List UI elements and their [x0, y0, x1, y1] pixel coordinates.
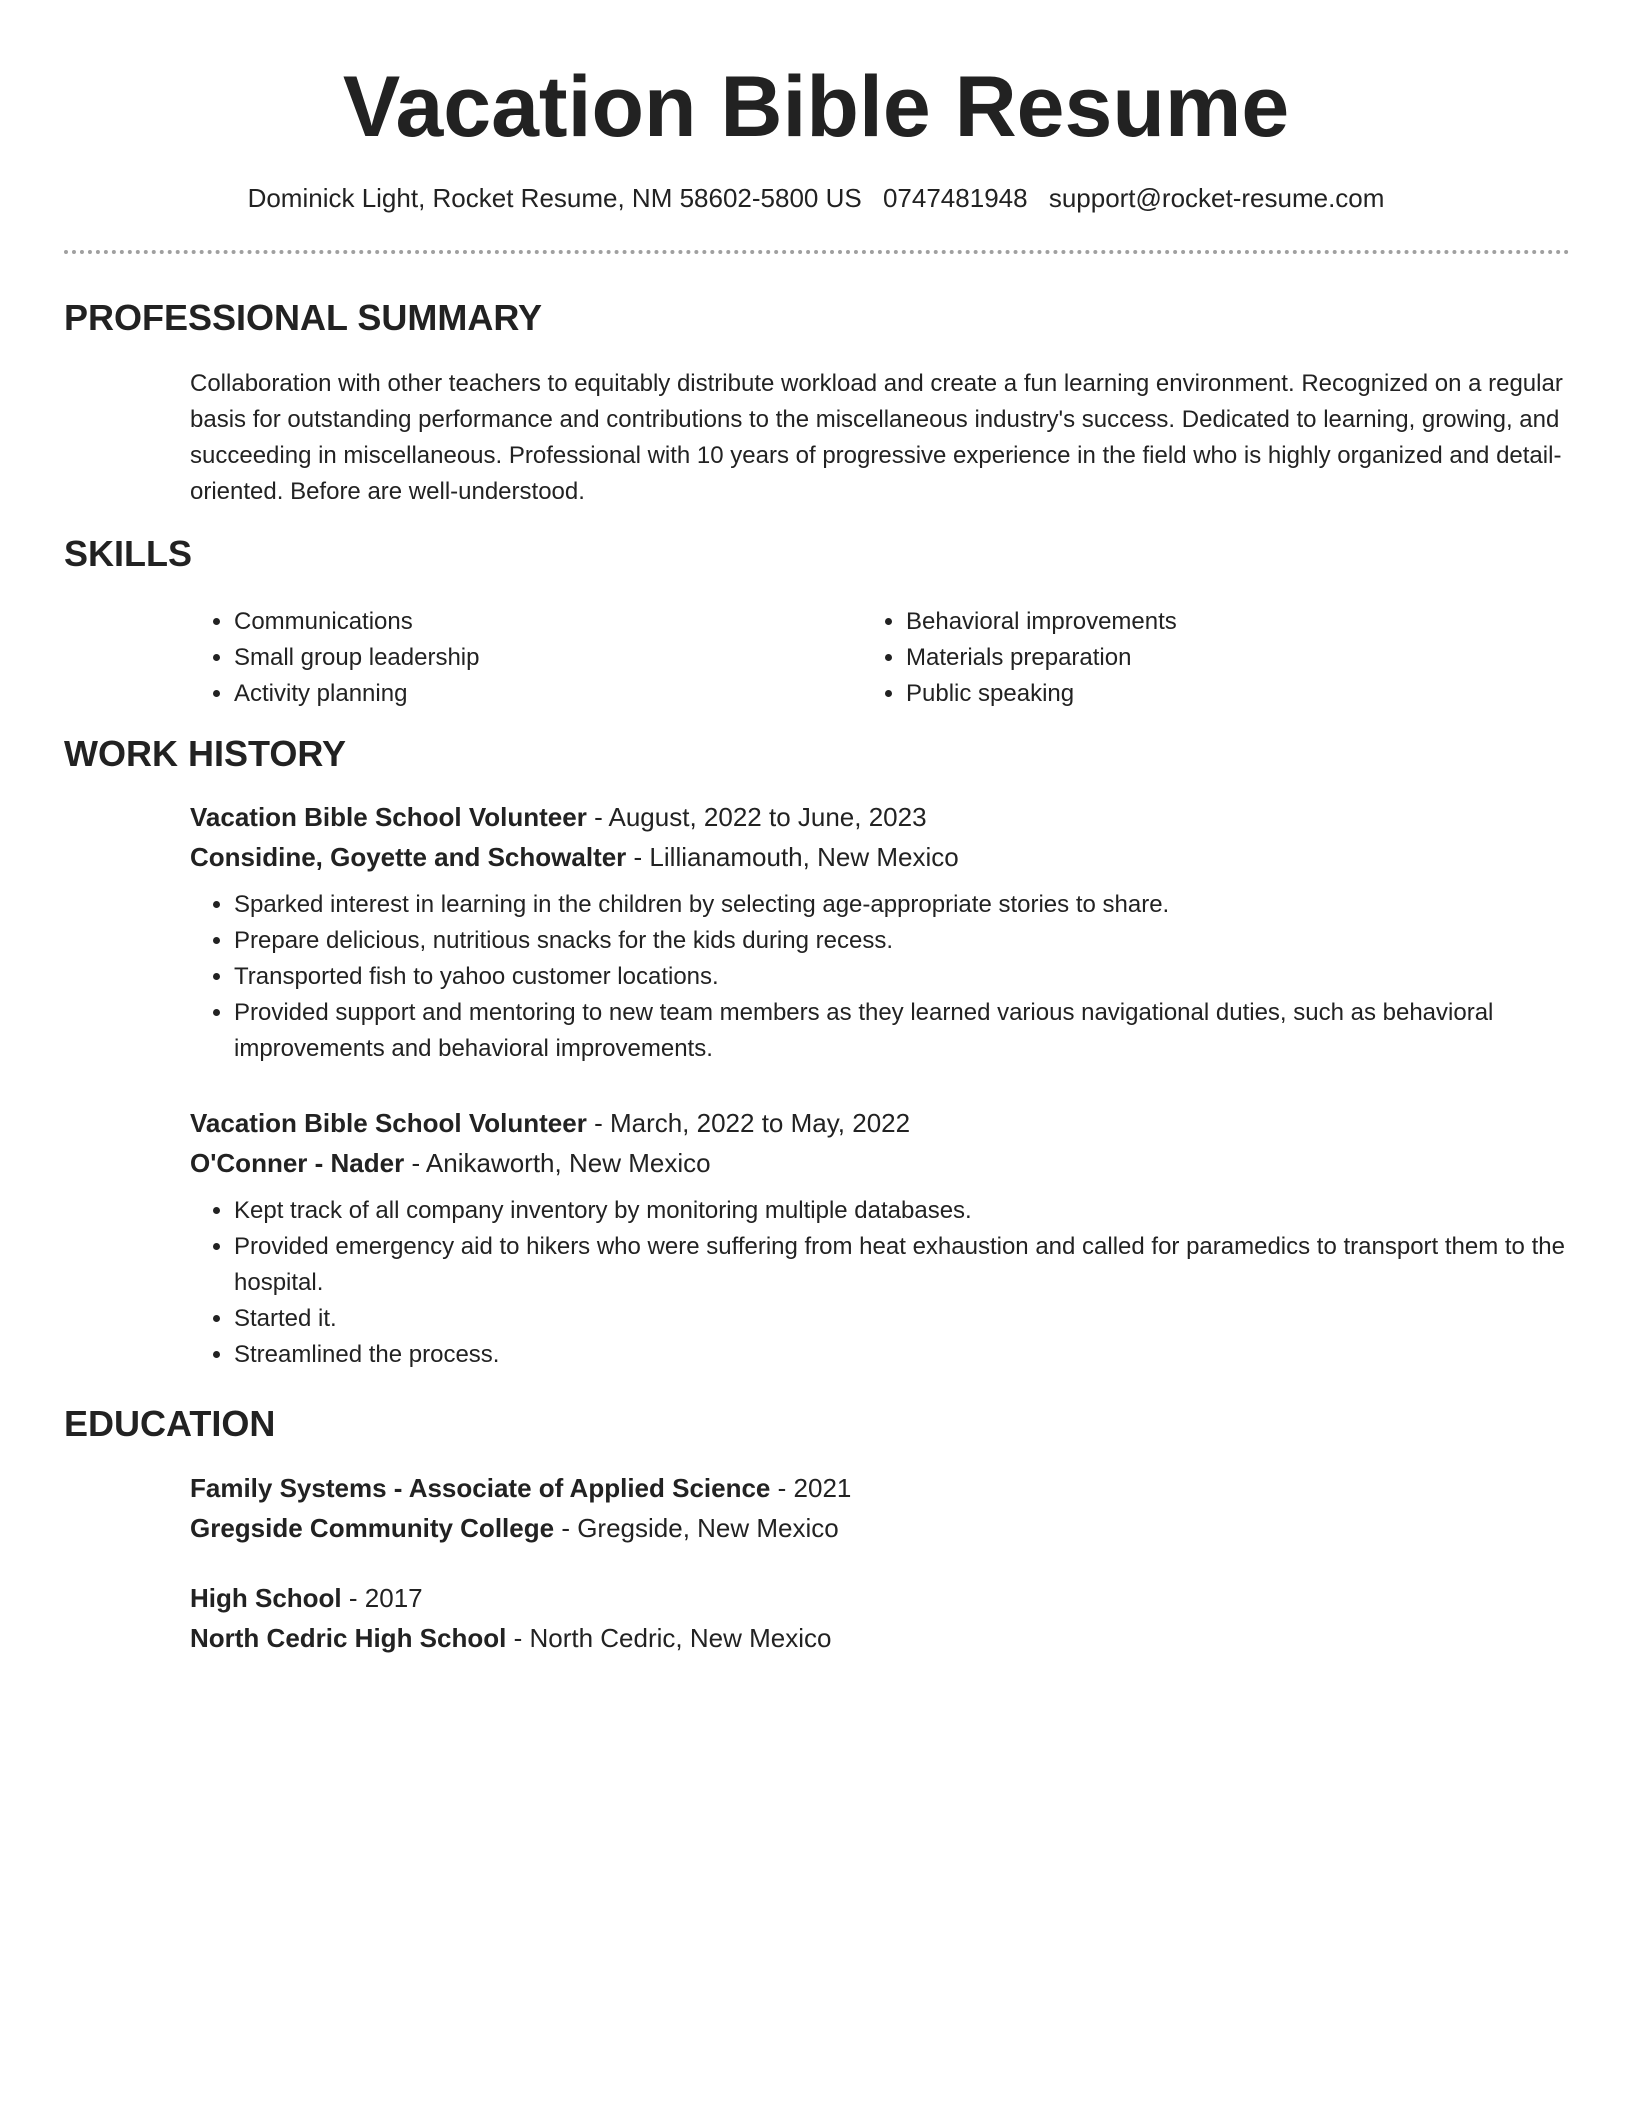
job-entry [190, 1103, 1570, 1373]
school-name: Gregside Community College [190, 1513, 555, 1543]
job-title-line [190, 797, 1570, 837]
contact-address: Dominick Light, Rocket Resume, NM 58602-5800 US [247, 183, 862, 213]
skills-list-left [190, 604, 479, 712]
summary-text: Collaboration with other teachers to equitably distribute workload and create a fun learning environment. Recognized on a regular basis for outstanding performance and contributions to the miscellaneous industry's success. Dedicated to learning, growing, and succeeding in miscellaneous. Professional with 10 years of progressive experience in the field who is highly organized and detail-oriented. Before are well-understood. [190, 370, 1563, 505]
school-location: - Gregside, New Mexico [561, 1513, 839, 1543]
degree-name: Family Systems - Associate of Applied Science [190, 1473, 771, 1503]
duty-item: • Prepare delicious, nutritious snacks for the kids during recess. [234, 923, 1570, 959]
contact-phone: 0747481948 [882, 183, 1028, 213]
skill-item: • Small group leadership [234, 640, 479, 676]
job-company: Considine, Goyette and Schowalter [190, 842, 627, 872]
duty-item: • Provided emergency aid to hikers who were suffering from heat exhaustion and called for paramedics to transport them to the hospital. [234, 1229, 1570, 1301]
contact-email: support@rocket-resume.com [1048, 183, 1385, 213]
duty-item: • Kept track of all company inventory by monitoring multiple databases. [234, 1193, 1570, 1229]
degree-year: - 2017 [348, 1583, 423, 1613]
skill-item: • Behavioral improvements [906, 604, 1177, 640]
degree-name: High School [190, 1583, 342, 1613]
school-line [190, 1508, 1570, 1548]
work-heading: WORK HISTORY [64, 733, 347, 774]
degree-line [190, 1578, 1570, 1618]
school-name: North Cedric High School [190, 1623, 507, 1653]
school-location: - North Cedric, New Mexico [513, 1623, 832, 1653]
degree-line [190, 1468, 1570, 1508]
duty-item: • Transported fish to yahoo customer locations. [234, 959, 1570, 995]
job-title: Vacation Bible School Volunteer [190, 802, 587, 832]
job-location: - Anikaworth, New Mexico [411, 1148, 711, 1178]
skill-item: • Activity planning [234, 676, 479, 712]
skill-item: • Communications [234, 604, 479, 640]
degree-year: - 2021 [777, 1473, 852, 1503]
skill-item: • Public speaking [906, 676, 1177, 712]
duty-item: • Sparked interest in learning in the children by selecting age-appropriate stories to share. [234, 887, 1570, 923]
skill-item: • Materials preparation [906, 640, 1177, 676]
duty-item: • Started it. [234, 1301, 1570, 1337]
education-entry [190, 1468, 1570, 1548]
education-heading: EDUCATION [64, 1403, 276, 1444]
job-duties [190, 887, 1570, 1067]
header-divider [64, 250, 1570, 254]
school-line [190, 1618, 1570, 1658]
skills-list-right [862, 604, 1177, 712]
job-dates: - August, 2022 to June, 2023 [594, 802, 927, 832]
job-title-line [190, 1103, 1570, 1143]
job-location: - Lillianamouth, New Mexico [633, 842, 959, 872]
job-company-line [190, 837, 1570, 877]
job-dates: - March, 2022 to May, 2022 [594, 1108, 911, 1138]
duty-item: • Provided support and mentoring to new team members as they learned various navigational duties, such as behavioral improvements and behavioral improvements. [234, 995, 1570, 1067]
education-entry [190, 1578, 1570, 1658]
contact-line [0, 180, 1632, 216]
job-title: Vacation Bible School Volunteer [190, 1108, 587, 1138]
resume-title: Vacation Bible Resume [342, 59, 1290, 155]
skills-heading: SKILLS [64, 533, 193, 574]
job-company: O'Conner - Nader [190, 1148, 405, 1178]
job-duties [190, 1193, 1570, 1373]
job-entry [190, 797, 1570, 1067]
summary-heading: PROFESSIONAL SUMMARY [64, 297, 543, 338]
duty-item: • Streamlined the process. [234, 1337, 1570, 1373]
job-company-line [190, 1143, 1570, 1183]
